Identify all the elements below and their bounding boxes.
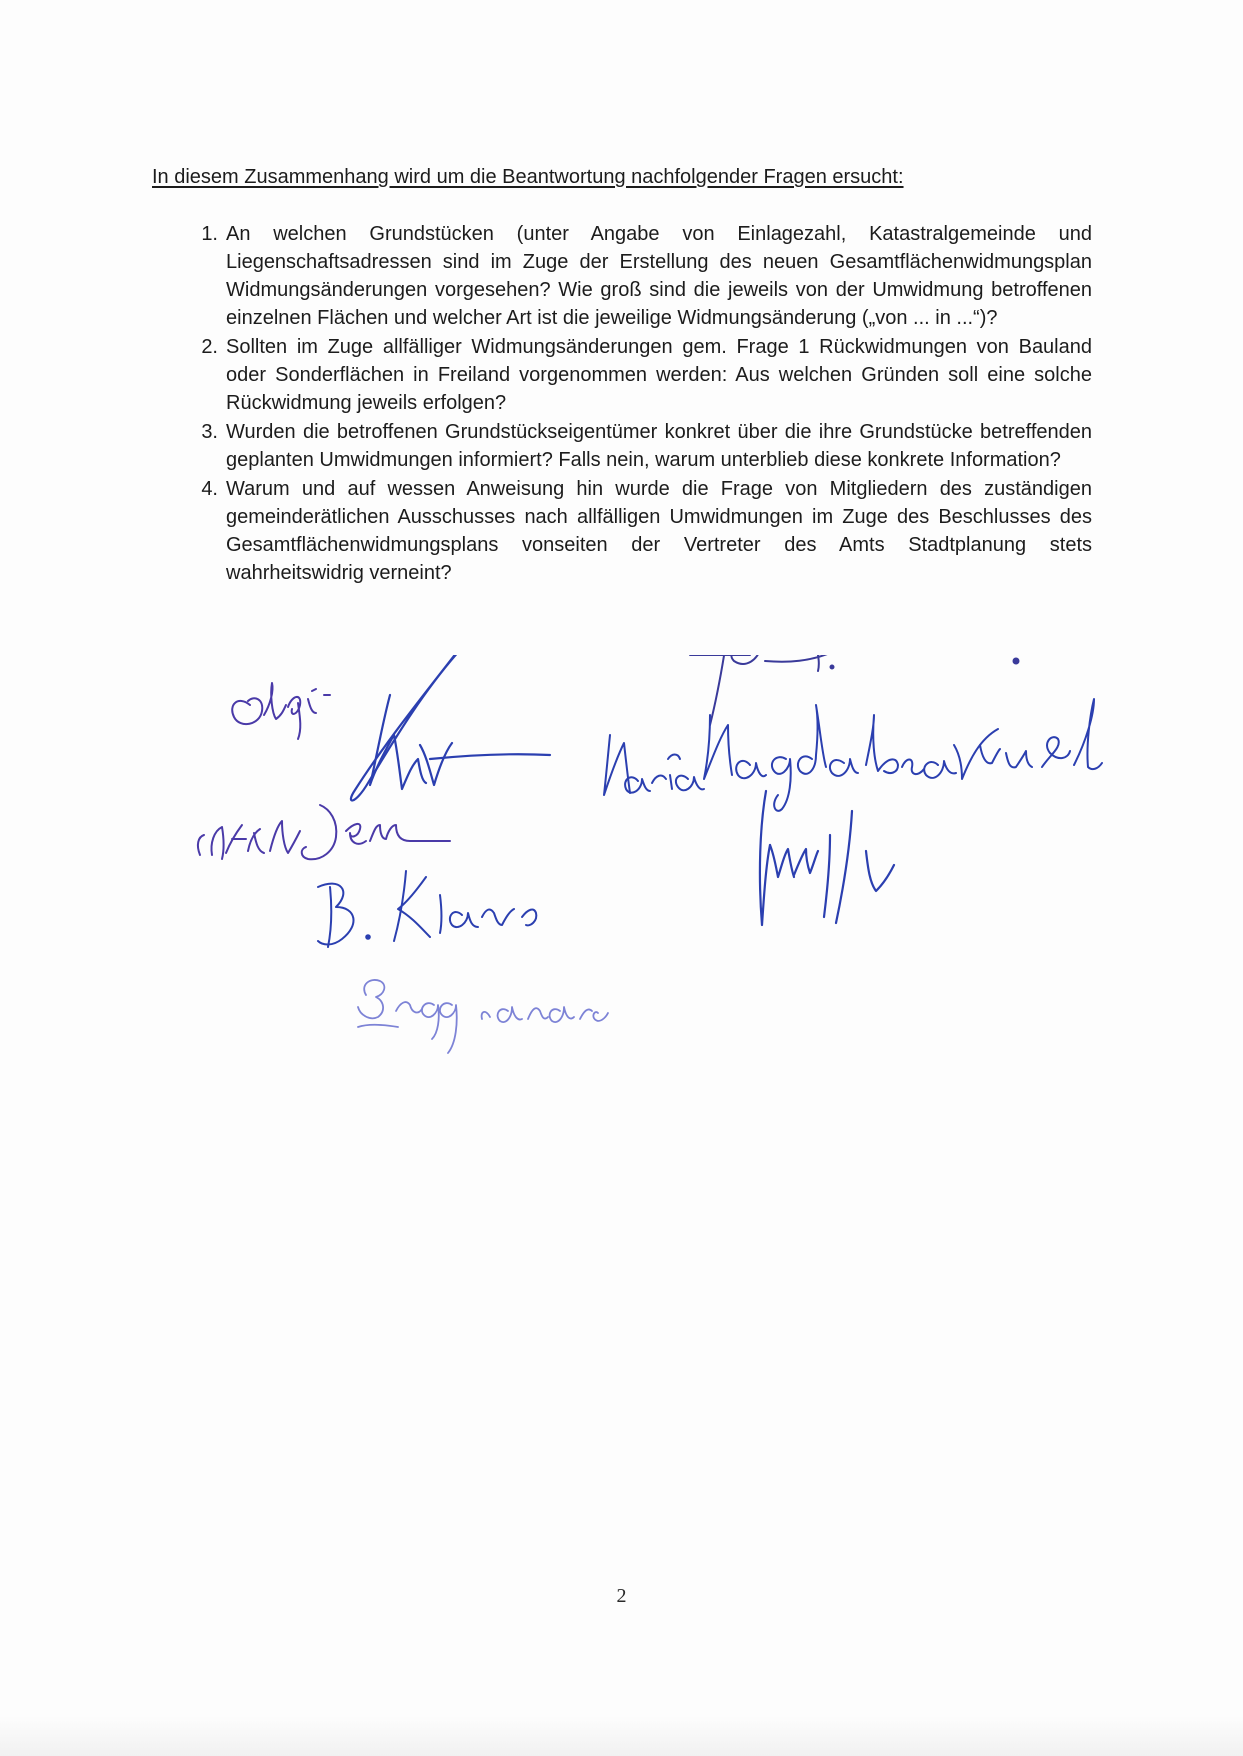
signature-brugg: [358, 980, 608, 1053]
signature-astrid: [198, 805, 450, 859]
question-text: Wurden die betroffenen Grundstückseigentümer konkret über die ihre Grundstücke betreffenden geplanten Umwidmungen informiert? Falls nein, warum unterblieb diese konkrete Information?: [226, 421, 1092, 471]
signature-tall-stroke: [351, 655, 550, 800]
question-number: 4.: [201, 478, 218, 500]
signature-maria-magdalena: [604, 699, 1102, 811]
question-number: 2.: [201, 336, 218, 358]
question-text: Warum und auf wessen Anweisung hin wurde die Frage von Mitgliedern des zuständigen gemeinderätlichen Ausschusses nach allfälligen Umwidmungen im Zuge des Beschlusses des Gesamtflächenwidmungsplans vonseiten der Vertreter des Amts Stadtplanung stets wahrheitswidrig verneint?: [226, 478, 1092, 584]
page-number: 2: [616, 1585, 627, 1607]
signature-scribble: [690, 655, 1019, 725]
question-text: An welchen Grundstücken (unter Angabe von Einlagezahl, Katastralgemeinde und Liegenschaftsadressen sind im Zuge der Erstellung des neuen Gesamtflächenwidmungsplan Widmungsänderungen vorgesehen? Wie groß sind die jeweils von der Umwidmung betroffenen einzelnen Flächen und welcher Art ist die jeweilige Widmungsänderung („von ... in ...“)?: [226, 223, 1092, 329]
scan-edge-shadow: [0, 1716, 1243, 1756]
question-item: [152, 418, 1092, 474]
signature-area: [190, 655, 1150, 1115]
question-item: [152, 333, 1092, 417]
question-number: 1.: [201, 223, 218, 245]
question-item: [152, 475, 1092, 587]
question-item: [152, 220, 1092, 332]
question-list: [152, 220, 1092, 588]
question-number: 3.: [201, 421, 218, 443]
question-text: Sollten im Zuge allfälliger Widmungsänderungen gem. Frage 1 Rückwidmungen von Bauland oder Sonderflächen in Freiland vorgenommen werden: Aus welchen Gründen soll eine solche Rückwidmung jeweils erfolgen?: [226, 336, 1092, 414]
intro-heading: In diesem Zusammenhang wird um die Beantwortung nachfolgender Fragen ersucht:: [152, 166, 904, 188]
signature-dolgu: [232, 683, 330, 739]
signature-b-klaus: [318, 871, 536, 947]
